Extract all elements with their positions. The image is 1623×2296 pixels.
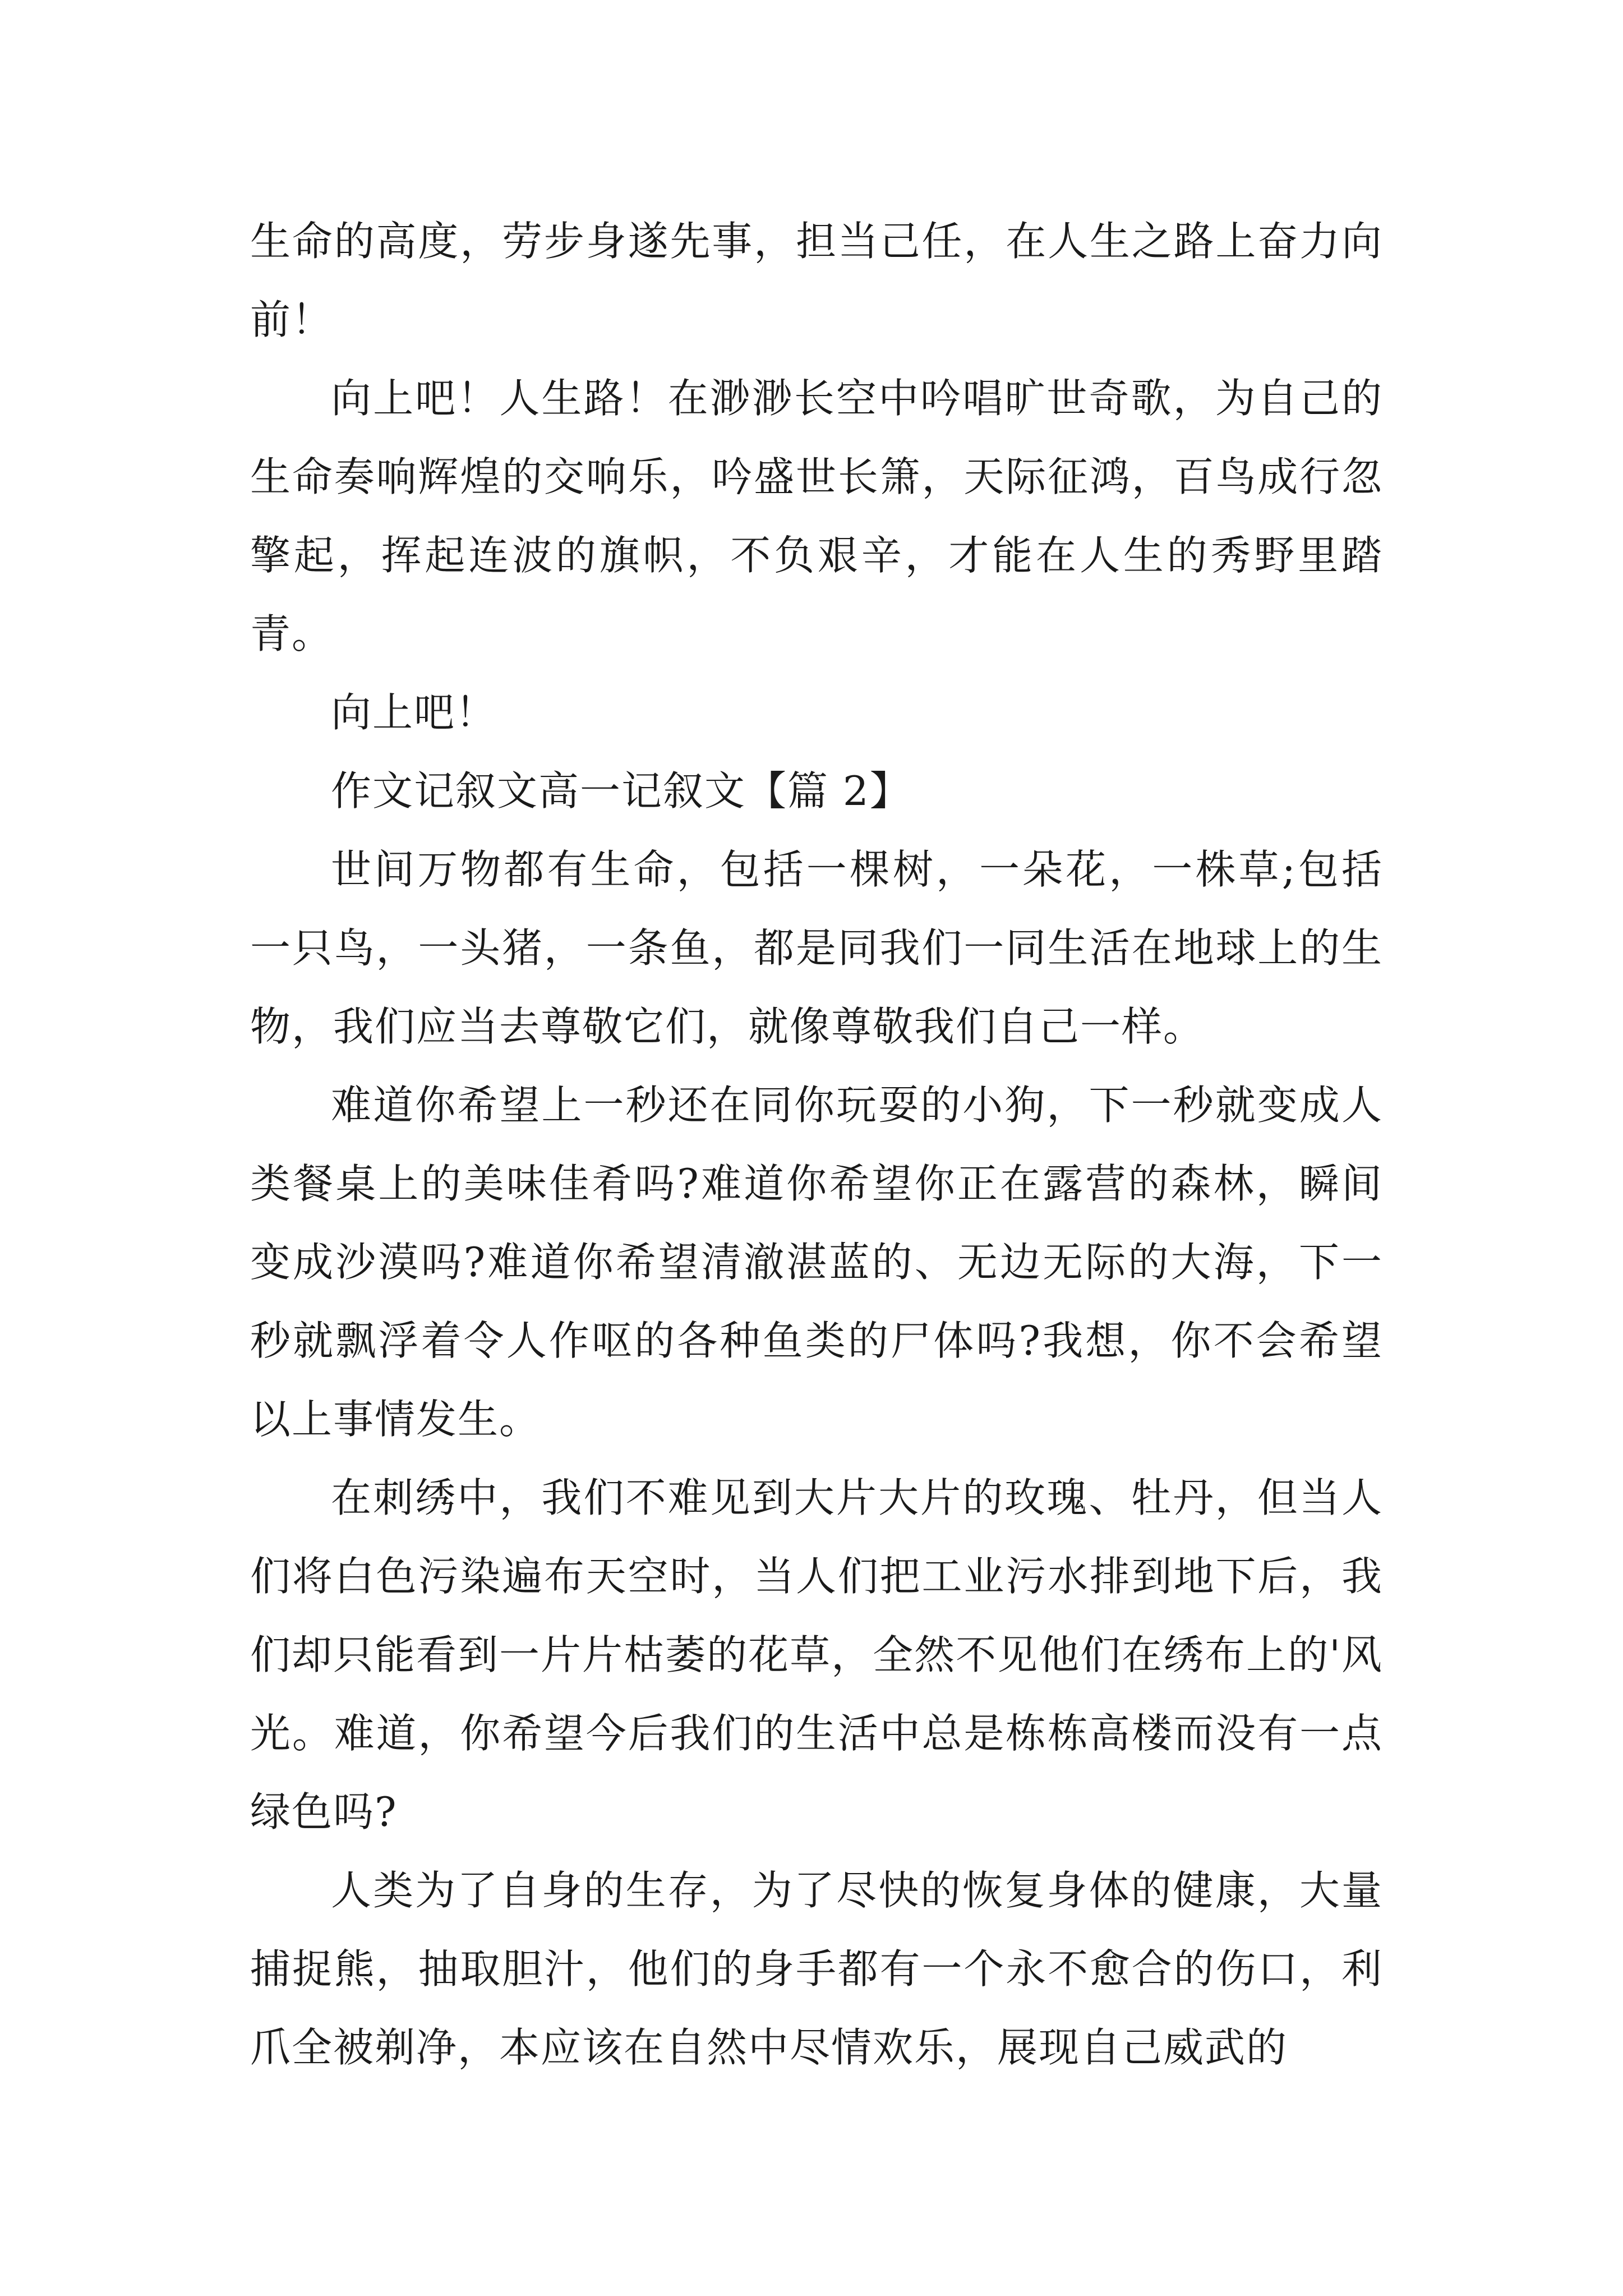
paragraph: 生命的高度，劳步身遂先事，担当己任，在人生之路上奋力向前！	[250, 218, 1383, 343]
paragraph: 世间万物都有生命，包括一棵树，一朵花，一株草;包括一只鸟，一头猪，一条鱼，都是同我们一同生活在地球上的生物，我们应当去尊敬它们，就像尊敬我们自己一样。	[250, 846, 1383, 1050]
paragraph: 向上吧！	[331, 689, 497, 736]
paragraph: 向上吧！人生路！在渺渺长空中吟唱旷世奇歌，为自己的生命奏响辉煌的交响乐，吟盛世长箫，天际征鸿，百鸟成行忽擎起，挥起连波的旗帜，不负艰辛，才能在人生的秀野里踏青。	[250, 375, 1383, 657]
document-body	[250, 202, 1383, 2087]
section-heading: 作文记叙文高一记叙文【篇 2】	[331, 767, 911, 815]
paragraph: 人类为了自身的生存，为了尽快的恢复身体的健康，大量捕捉熊，抽取胆汁，他们的身手都有一个永不愈合的伤口，利爪全被剃净，本应该在自然中尽情欢乐，展现自己威武的	[250, 1867, 1383, 2071]
paragraph: 难道你希望上一秒还在同你玩耍的小狗，下一秒就变成人类餐桌上的美味佳肴吗?难道你希望你正在露营的森林，瞬间变成沙漠吗?难道你希望清澈湛蓝的、无边无际的大海，下一秒就飘浮着令人作呕的各种鱼类的尸体吗?我想，你不会希望以上事情发生。	[250, 1082, 1383, 1443]
paragraph: 在刺绣中，我们不难见到大片大片的玫瑰、牡丹，但当人们将白色污染遍布天空时，当人们把工业污水排到地下后，我们却只能看到一片片枯萎的花草，全然不见他们在绣布上的'风光。难道，你希望今后我们的生活中总是栋栋高楼而没有一点绿色吗?	[250, 1474, 1383, 1835]
